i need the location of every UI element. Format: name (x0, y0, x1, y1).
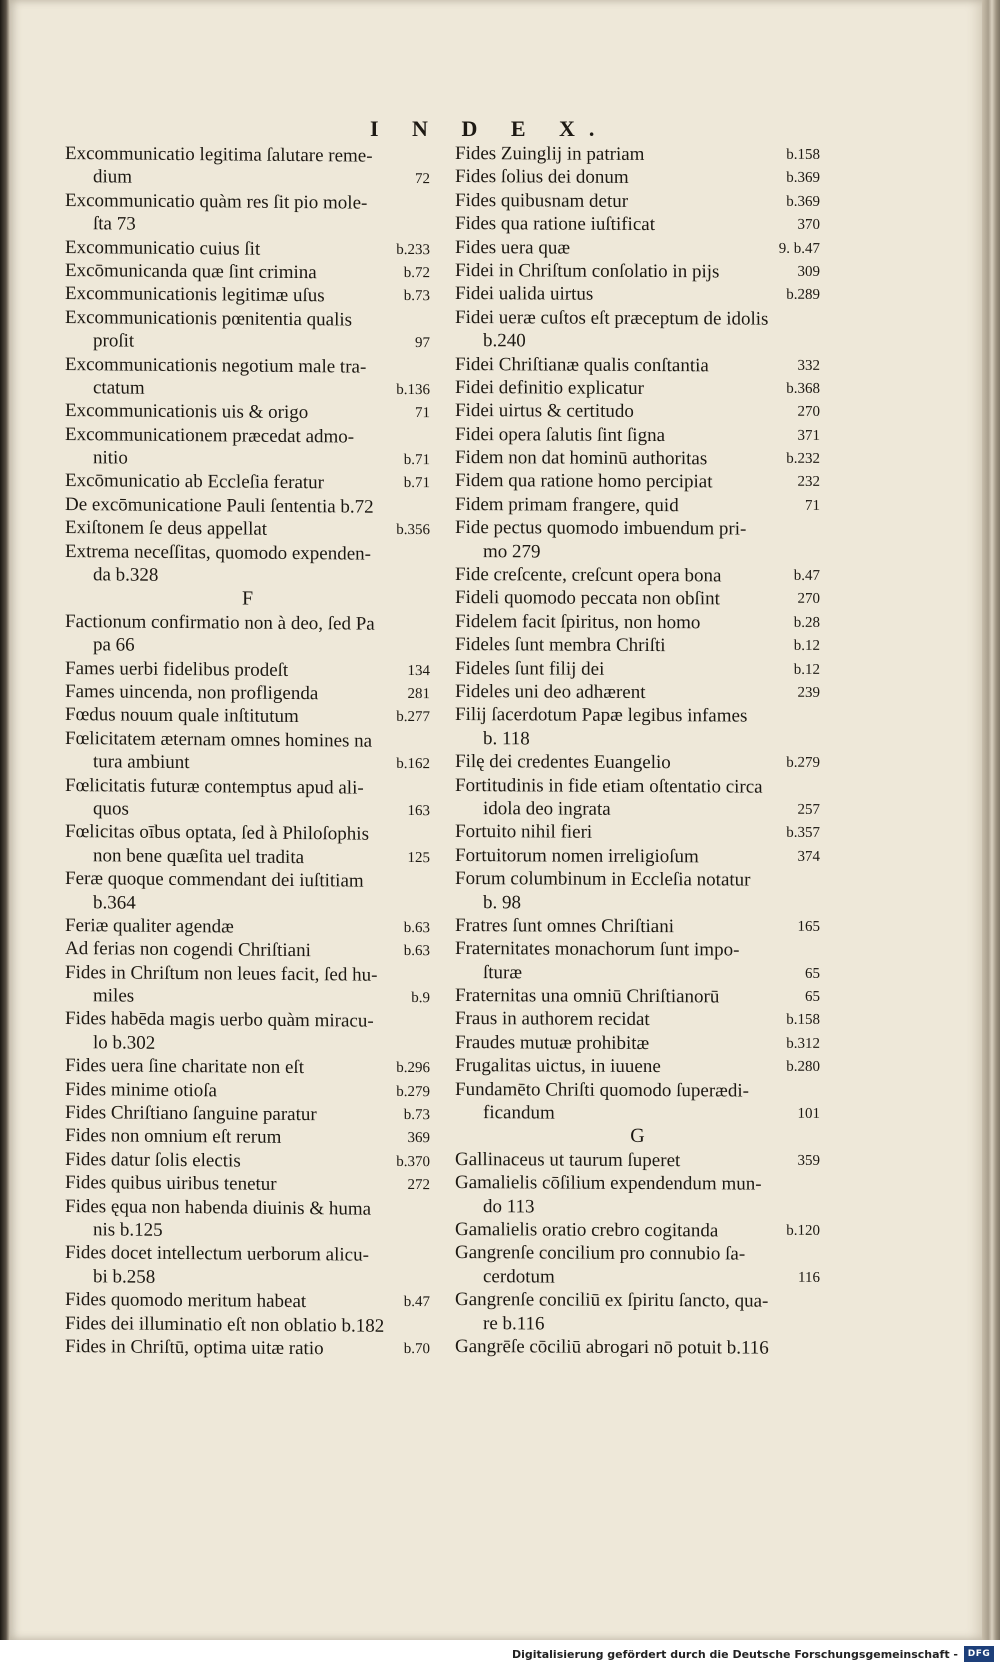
entry-text: Fraternitas una omniū Chriſtianorū (455, 985, 720, 1008)
dfg-logo: DFG (964, 1646, 994, 1662)
entry-page-ref: 309 (797, 263, 820, 280)
index-entry (455, 516, 820, 541)
entry-text: Exiſtonem ſe deus appellat (65, 517, 268, 541)
entry-page-ref: b.12 (793, 637, 820, 655)
index-entry (455, 259, 820, 284)
index-entry (455, 1335, 820, 1360)
entry-text: ficandum (483, 1102, 555, 1124)
entry-text: Fortuito nihil fieri (455, 821, 593, 844)
index-entry (455, 1288, 820, 1313)
index-entry (65, 1288, 430, 1315)
entry-text: Gangrenſe concilium pro connubio ſa- (455, 1242, 746, 1265)
entry-text: Fide pectus quomodo imbuendum pri- (455, 517, 747, 540)
index-entry (455, 797, 820, 822)
entry-text: Fides datur ſolis electis (65, 1148, 241, 1172)
entry-text: ſturæ (483, 961, 523, 984)
index-entry (65, 937, 430, 964)
entry-text: Frugalitas uictus, in iuuene (455, 1055, 661, 1078)
entry-page-ref: b.47 (793, 567, 820, 584)
entry-text: Excōmunicanda quæ ſint crimina (65, 259, 317, 284)
entry-text: Fidei in Chriſtum conſolatio in pijs (455, 259, 720, 283)
entry-text: b. 118 (483, 727, 530, 750)
index-entry (65, 1124, 430, 1151)
entry-text: Feriæ qualiter agendæ (65, 914, 234, 938)
entry-text: Fortuitorum nomen irreligioſum (455, 844, 699, 867)
entry-text: Gamalielis cōſilium expendendum mun- (455, 1172, 762, 1195)
entry-page-ref: 65 (805, 965, 820, 982)
index-entry (455, 1218, 820, 1243)
entry-page-ref: b.63 (403, 919, 430, 937)
index-entry (455, 469, 820, 494)
entry-text: Fidei ueræ cuſtos eſt præceptum de idolis (455, 306, 769, 330)
index-entry (455, 633, 820, 658)
entry-text: Fideli quomodo peccata non obſint (455, 587, 720, 610)
index-entry (65, 1148, 430, 1175)
index-entry (65, 469, 430, 496)
index-entry (65, 867, 430, 894)
entry-text: G (630, 1125, 645, 1148)
entry-text: Fidelem facit ſpiritus, non homo (455, 610, 701, 634)
index-entry (455, 282, 820, 307)
index-entry (455, 774, 820, 799)
entry-text: miles (93, 985, 135, 1007)
entry-text: Fraudes mutuæ prohibitæ (455, 1031, 650, 1054)
entry-page-ref: 134 (407, 662, 430, 679)
entry-page-ref: b.9 (411, 990, 430, 1007)
entry-text: Fraus in authorem recidat (455, 1008, 650, 1031)
entry-text: Excommunicationis pœnitentia qualis (65, 306, 353, 331)
index-entry (65, 1031, 430, 1058)
index-entry (65, 1218, 430, 1245)
entry-text: Fides Zuinglij in patriam (455, 143, 645, 165)
left-index-column (65, 142, 430, 1361)
entry-text: Gallinaceus ut taurum ſuperet (455, 1148, 681, 1171)
entry-page-ref: 239 (797, 684, 820, 701)
index-entry (455, 399, 820, 424)
index-entry (65, 844, 430, 871)
entry-text: Extrema neceſſitas, quomodo expenden- (65, 540, 372, 565)
index-entry (455, 493, 820, 518)
entry-text: Fortitudinis in fide etiam oſtentatio circa (455, 774, 763, 798)
entry-text: Excommunicationis negotium male tra- (65, 353, 367, 378)
entry-text: Fideles ſunt filij dei (455, 657, 605, 680)
index-entry (65, 142, 430, 169)
entry-page-ref: b.357 (786, 825, 820, 842)
entry-text: Excommunicationem præcedat admo- (65, 423, 355, 448)
index-entry (65, 1241, 430, 1268)
index-entry (455, 1312, 820, 1337)
entry-text: Fides in Chriſtum non leues facit, ſed hu- (65, 961, 378, 986)
entry-text: Excommunicatio quàm res ſit pio mole- (65, 189, 368, 214)
entry-page-ref: 116 (798, 1269, 820, 1286)
entry-text: Fratres ſunt omnes Chriſtiani (455, 914, 675, 938)
index-entry (455, 446, 820, 471)
entry-page-ref: 65 (805, 988, 820, 1005)
entry-text: Feræ quoque commendant dei iuſtitiam (65, 868, 364, 892)
entry-page-ref: 374 (797, 848, 820, 865)
index-entry (455, 1265, 820, 1290)
entry-page-ref: b.368 (786, 380, 820, 397)
index-entry (65, 633, 430, 660)
index-entry (455, 657, 820, 682)
index-entry (65, 493, 430, 520)
entry-page-ref: b.233 (396, 241, 430, 258)
index-entry (65, 891, 430, 918)
index-entry (455, 1101, 820, 1126)
index-entry (65, 329, 430, 356)
running-head: I N D E X. (370, 116, 609, 141)
entry-page-ref: 125 (407, 849, 430, 866)
entry-text: Excommunicatio cuius ſit (65, 236, 261, 260)
index-entry (455, 1078, 820, 1103)
entry-page-ref: 101 (797, 1105, 820, 1122)
index-entry (455, 820, 820, 845)
entry-page-ref: 369 (407, 1130, 430, 1147)
page-stack-edge (982, 0, 1000, 1640)
index-entry (65, 516, 430, 543)
index-entry (65, 353, 430, 380)
entry-text: Fides ęqua non habenda diuinis & huma (65, 1195, 372, 1220)
entry-page-ref: 71 (415, 405, 430, 422)
index-entry (455, 306, 820, 331)
entry-page-ref: 257 (797, 801, 820, 818)
entry-page-ref: b.63 (403, 943, 430, 960)
entry-page-ref: b.136 (396, 381, 430, 399)
entry-page-ref: b.280 (786, 1058, 820, 1076)
entry-text: Gangrēſe cōciliū abrogari nō potuit b.116 (455, 1335, 769, 1359)
entry-text: F (241, 587, 254, 611)
index-entry (65, 1195, 430, 1222)
index-entry (455, 329, 820, 354)
entry-text: Forum columbinum in Eccleſia notatur (455, 868, 751, 891)
index-entry (65, 820, 430, 847)
entry-page-ref: b.47 (403, 1294, 430, 1311)
entry-text: dium (93, 166, 133, 188)
index-entry (65, 961, 430, 988)
entry-text: ſta 73 (93, 213, 136, 235)
index-entry (455, 540, 820, 565)
entry-text: proſit (93, 330, 135, 352)
entry-text: cerdotum (483, 1265, 555, 1288)
index-entry (455, 984, 820, 1009)
index-entry (65, 399, 430, 426)
index-entry (65, 703, 430, 730)
entry-text: Fidei definitio explicatur (455, 376, 644, 399)
entry-page-ref: 232 (797, 474, 820, 491)
entry-text: ctatum (93, 377, 145, 399)
index-entry (455, 212, 820, 237)
entry-page-ref: 163 (407, 802, 430, 820)
entry-page-ref: b.232 (786, 450, 820, 467)
entry-page-ref: 270 (797, 404, 820, 421)
entry-page-ref: 165 (797, 918, 820, 935)
index-entry (455, 891, 820, 916)
entry-text: Fides Chriſtiano ſanguine paratur (65, 1102, 317, 1126)
entry-text: non bene quæſita uel tradita (93, 844, 305, 868)
entry-text: Fides uera quæ (455, 236, 571, 259)
entry-page-ref: 270 (797, 591, 820, 608)
entry-text: Fide creſcente, creſcunt opera bona (455, 564, 722, 587)
index-entry (455, 1171, 820, 1196)
entry-page-ref: 9. b.47 (778, 240, 820, 257)
index-entry (455, 142, 820, 167)
entry-text: Excommunicationis uis & origo (65, 400, 309, 424)
entry-page-ref: b.277 (396, 709, 430, 726)
index-entry (65, 1171, 430, 1198)
index-entry (65, 212, 430, 239)
entry-text: Fœlicitas oībus optata, ſed à Philoſophis (65, 821, 369, 845)
index-entry (65, 1101, 430, 1128)
entry-text: Fides non omnium eſt rerum (65, 1125, 282, 1149)
index-entry (65, 1054, 430, 1081)
index-entry (65, 1265, 430, 1292)
entry-text: b.364 (93, 891, 136, 914)
index-entry (65, 306, 430, 333)
entry-text: Fœlicitatis futuræ contemptus apud ali- (65, 774, 364, 799)
entry-text: Fides uera ſine charitate non eſt (65, 1055, 304, 1079)
index-entry (65, 680, 430, 707)
entry-text: Fides qua ratione iuſtificat (455, 213, 655, 236)
index-entry (65, 774, 430, 801)
entry-text: Fames uincenda, non profligenda (65, 680, 319, 705)
entry-text: Fides docet intellectum uerborum alicu- (65, 1242, 369, 1267)
entry-text: Gangrenſe conciliū ex ſpiritu ſancto, qua- (455, 1289, 769, 1312)
entry-page-ref: b.356 (396, 522, 430, 539)
entry-text: lo b.302 (93, 1032, 156, 1054)
entry-text: Fides quibusnam detur (455, 189, 629, 212)
index-entry (65, 282, 430, 309)
entry-text: bi b.258 (93, 1265, 156, 1288)
entry-page-ref: b.158 (786, 1012, 820, 1029)
index-entry (65, 423, 430, 450)
index-entry (455, 961, 820, 986)
index-entry (65, 610, 430, 637)
index-entry (65, 727, 430, 754)
entry-page-ref: 281 (407, 685, 430, 703)
entry-text: tura ambiunt (93, 751, 190, 774)
entry-page-ref: b.370 (396, 1153, 430, 1170)
entry-text: re b.116 (483, 1312, 545, 1335)
index-entry (455, 1054, 820, 1079)
index-entry (65, 1312, 430, 1339)
entry-text: b. 98 (483, 891, 521, 913)
index-entry (65, 236, 430, 263)
entry-page-ref: b.120 (786, 1222, 820, 1239)
entry-text: Excommunicatio legitima ſalutare reme- (65, 143, 373, 167)
entry-text: Ad ferias non cogendi Chriſtiani (65, 938, 311, 962)
entry-page-ref: 97 (415, 335, 430, 352)
index-entry (65, 1007, 430, 1034)
index-entry (455, 1148, 820, 1173)
entry-text: Fides ſolius dei donum (455, 166, 629, 189)
index-entry (455, 189, 820, 214)
index-entry (455, 236, 820, 261)
entry-page-ref: 371 (797, 427, 820, 444)
entry-page-ref: b.73 (403, 288, 430, 305)
index-entry (65, 1078, 430, 1105)
entry-text: Fideles ſunt membra Chriſti (455, 634, 666, 657)
entry-text: da b.328 (93, 564, 159, 586)
index-entry (455, 353, 820, 378)
entry-text: Fides dei illuminatio eſt non oblatio b.182 (65, 1312, 385, 1337)
entry-page-ref: 370 (797, 216, 820, 234)
index-entry (455, 750, 820, 775)
entry-text: Fraternitates monachorum ſunt impo- (455, 938, 740, 961)
index-entry (65, 984, 430, 1011)
entry-page-ref: b.73 (403, 1106, 430, 1124)
entry-page-ref: b.158 (786, 146, 820, 163)
entry-page-ref: b.369 (786, 193, 820, 210)
entry-text: Fides habēda magis uerbo quàm miracu- (65, 1008, 374, 1033)
entry-text: Factionum confirmatio non à deo, ſed Pa (65, 610, 375, 635)
index-entry (455, 680, 820, 705)
index-entry (455, 610, 820, 635)
entry-page-ref: 332 (797, 357, 820, 374)
entry-page-ref: b.162 (396, 756, 430, 773)
entry-text: nis b.125 (93, 1219, 163, 1241)
index-entry (65, 563, 430, 590)
index-entry (65, 376, 430, 403)
entry-page-ref: b.71 (403, 475, 430, 492)
entry-text: Fidem non dat hominū authoritas (455, 447, 708, 470)
index-entry (455, 867, 820, 892)
entry-page-ref: 272 (407, 1177, 430, 1194)
index-entry (65, 797, 430, 824)
index-entry (455, 937, 820, 962)
entry-text: Fides in Chriſtū, optima uitæ ratio (65, 1335, 324, 1360)
index-entry (455, 165, 820, 190)
entry-text: Fides minime otioſa (65, 1078, 217, 1101)
index-entry (65, 165, 430, 192)
index-entry (65, 914, 430, 941)
book-binding-edge (0, 0, 10, 1640)
entry-text: Fides quibus uiribus tenetur (65, 1172, 277, 1196)
entry-text: b.240 (483, 330, 526, 352)
entry-page-ref: b.279 (396, 1083, 430, 1100)
index-entry (65, 259, 430, 286)
entry-text: Fidei ualida uirtus (455, 283, 594, 306)
index-entry (65, 750, 430, 777)
index-entry (455, 423, 820, 448)
entry-page-ref: b.28 (793, 614, 820, 631)
entry-text: Fides quomodo meritum habeat (65, 1289, 307, 1313)
entry-text: Fames uerbi fidelibus prodeſt (65, 657, 289, 681)
entry-text: Fidei Chriſtianæ qualis conſtantia (455, 353, 709, 376)
right-index-column (455, 142, 820, 1360)
entry-page-ref: b.289 (786, 287, 820, 304)
index-entry (65, 540, 430, 567)
index-entry (455, 844, 820, 869)
entry-text: Fundamēto Chriſti quomodo ſuperædi- (455, 1078, 749, 1102)
entry-text: Excommunicationis legitimæ uſus (65, 283, 325, 307)
index-entry (455, 563, 820, 588)
entry-text: nitio (93, 447, 128, 469)
entry-text: De excōmunicatione Pauli ſententia b.72 (65, 493, 374, 518)
index-entry (455, 727, 820, 752)
entry-page-ref: 72 (415, 171, 430, 188)
entry-text: idola deo ingrata (483, 798, 611, 820)
entry-page-ref: b.312 (786, 1035, 820, 1052)
entry-text: Fidem primam frangere, quid (455, 493, 679, 517)
entry-page-ref: 71 (805, 497, 820, 514)
entry-text: Filij ſacerdotum Papæ legibus infames (455, 704, 748, 727)
entry-text: do 113 (483, 1195, 535, 1217)
index-entry (455, 1007, 820, 1032)
entry-text: Fœdus nouum quale inſtitutum (65, 704, 299, 728)
index-entry (65, 446, 430, 473)
index-entry (455, 1195, 820, 1220)
entry-text: Fidei opera ſalutis ſint ſigna (455, 423, 666, 446)
index-entry (455, 376, 820, 401)
entry-page-ref: b.279 (786, 754, 820, 772)
entry-page-ref: b.369 (786, 170, 820, 187)
index-entry (455, 586, 820, 611)
index-entry (65, 189, 430, 216)
entry-text: Fideles uni deo adhærent (455, 680, 646, 703)
entry-text: mo 279 (483, 540, 541, 563)
index-entry (455, 703, 820, 728)
index-entry (455, 1031, 820, 1056)
section-letter (455, 1124, 820, 1149)
entry-text: quos (93, 798, 129, 820)
entry-text: Gamalielis oratio crebro cogitanda (455, 1218, 719, 1242)
entry-page-ref: b.12 (793, 661, 820, 678)
index-entry (455, 1241, 820, 1266)
entry-text: Fidei uirtus & certitudo (455, 400, 634, 423)
entry-text: Excōmunicatio ab Eccleſia feratur (65, 470, 325, 494)
entry-text: Fœlicitatem æternam omnes homines na (65, 727, 373, 752)
entry-page-ref: b.72 (403, 264, 430, 282)
entry-page-ref: b.71 (403, 452, 430, 469)
entry-page-ref: b.296 (396, 1060, 430, 1077)
entry-text: Filę dei credentes Euangelio (455, 751, 671, 774)
entry-text: pa 66 (93, 634, 135, 656)
entry-page-ref: 359 (797, 1152, 820, 1169)
index-entry (455, 914, 820, 939)
index-entry (65, 1335, 430, 1362)
footer-credit: Digitalisierung gefördert durch die Deutsche Forschungsgemeinschaft - (511, 1648, 958, 1661)
entry-text: Fidem qua ratione homo percipiat (455, 470, 713, 493)
section-letter (65, 586, 430, 613)
entry-page-ref: b.70 (403, 1340, 430, 1358)
index-entry (65, 657, 430, 684)
